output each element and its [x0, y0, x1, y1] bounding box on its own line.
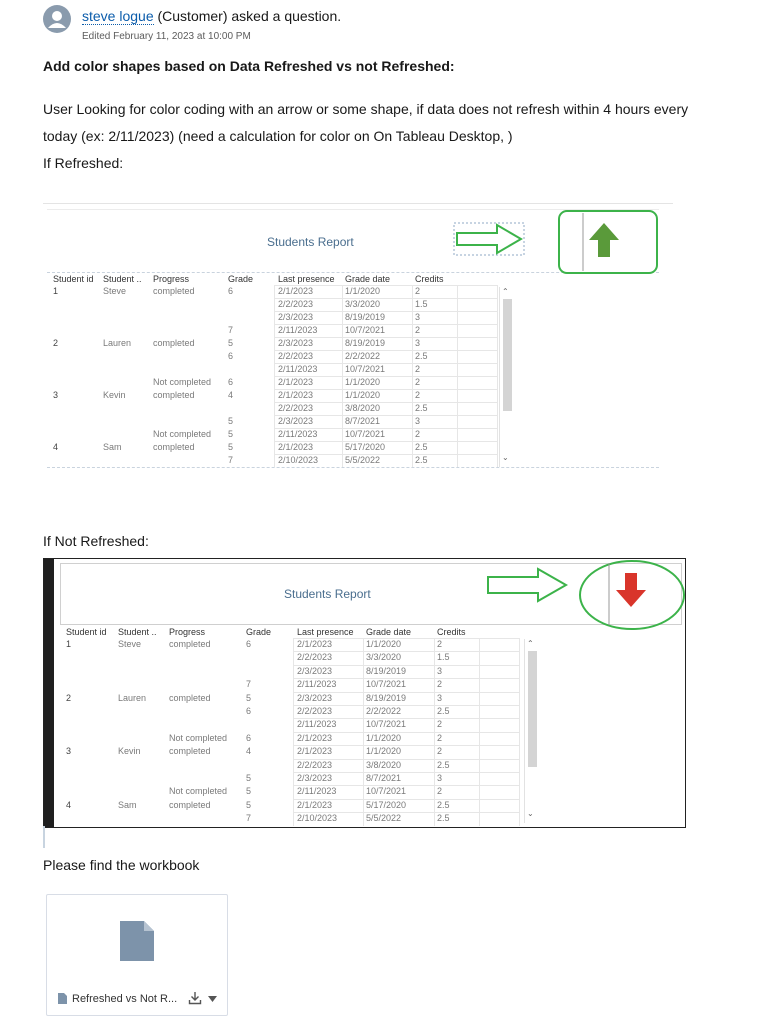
column-header[interactable]: Student id	[66, 627, 107, 637]
table-cell: 3	[66, 746, 72, 757]
chevron-down-icon[interactable]	[207, 995, 218, 1003]
table-cell: 2	[415, 390, 421, 400]
table-cell: 1/1/2020	[345, 286, 381, 296]
table-cell: 5	[246, 692, 252, 703]
table-cell: 2	[53, 338, 59, 348]
table-cell: completed	[153, 338, 195, 348]
table-cell: 2/1/2023	[297, 799, 333, 810]
table-cell: 2/3/2023	[278, 338, 314, 348]
table-cell: 2/1/2023	[278, 390, 314, 400]
author-suffix: (Customer) asked a question.	[153, 8, 342, 24]
table-cell: 2.5	[437, 799, 450, 810]
table-cell: 10/7/2021	[345, 325, 386, 335]
table-cell: 2	[415, 429, 421, 439]
table-cell: 8/7/2021	[345, 416, 381, 426]
body-line-1: User Looking for color coding with an arrow or some shape, if data does not refresh within 4 hours every	[43, 101, 689, 117]
table-cell: Steve	[118, 639, 142, 649]
table-cell: 8/19/2019	[345, 338, 386, 348]
table-cell: 3	[437, 773, 443, 783]
table-cell: 2/2/2023	[278, 403, 314, 413]
table-cell: 2	[437, 719, 443, 730]
table-cell: 1/1/2020	[345, 377, 381, 387]
table-cell: 2/3/2023	[297, 692, 333, 703]
table-cell: 2/2/2023	[297, 759, 333, 770]
table-cell: 2/2/2023	[278, 351, 314, 361]
author-line	[82, 8, 341, 24]
table-cell: 2/1/2023	[278, 286, 314, 296]
column-header[interactable]: Last presence	[297, 627, 354, 637]
table-cell: 6	[246, 706, 252, 716]
table-cell: Sam	[103, 442, 122, 452]
table-cell: 6	[228, 286, 234, 296]
column-header[interactable]: Progress	[169, 627, 206, 637]
table-cell: 2.5	[437, 706, 450, 716]
if-refreshed-label: If Refreshed:	[43, 155, 124, 171]
table-cell: 2/11/2023	[297, 679, 337, 690]
table-cell: 2/1/2023	[297, 639, 333, 649]
table-cell: 3	[437, 665, 443, 676]
table-cell: 2/2/2022	[345, 351, 381, 361]
outline-arrow-icon	[486, 567, 570, 603]
table-cell: 4	[66, 799, 72, 810]
table-cell: 5/17/2020	[366, 799, 407, 810]
table-cell: 1.5	[437, 652, 450, 663]
table-cell: 1.5	[415, 299, 428, 309]
table-cell: 2.5	[415, 403, 428, 413]
table-scrollbar[interactable]	[524, 639, 539, 823]
table-cell: 2	[437, 732, 443, 743]
table-cell: 6	[246, 639, 252, 649]
table-cell: 2/3/2023	[297, 665, 333, 676]
question-body	[43, 96, 743, 177]
refreshed-screenshot	[43, 203, 673, 471]
table-cell: 2/1/2023	[297, 746, 333, 757]
table-cell: 3/3/2020	[345, 299, 381, 309]
table-cell: 8/7/2021	[366, 773, 402, 783]
table-cell: 5/17/2020	[345, 442, 386, 452]
table-cell: 2.5	[415, 455, 428, 465]
table-cell: Not completed	[169, 732, 228, 743]
table-cell: 5	[228, 338, 234, 348]
table-cell: 2	[415, 286, 421, 296]
table-cell: 2/11/2023	[278, 325, 318, 335]
table-cell: completed	[169, 692, 211, 703]
table-cell: 2/10/2023	[278, 455, 319, 465]
file-icon	[118, 919, 156, 963]
table-cell: 10/7/2021	[366, 679, 407, 690]
green-up-arrow-icon	[587, 221, 621, 259]
table-cell: 1/1/2020	[366, 746, 402, 757]
table-cell: 2/1/2023	[278, 442, 314, 452]
table-cell: 4	[228, 390, 234, 400]
table-cell: 10/7/2021	[366, 719, 407, 730]
column-header[interactable]: Last presence	[278, 274, 335, 284]
table-cell: 2/2/2023	[297, 706, 333, 716]
table-cell: 2	[415, 364, 421, 374]
column-header[interactable]: Grade	[246, 627, 272, 637]
table-cell: 1	[53, 286, 59, 296]
file-small-icon	[57, 992, 68, 1005]
column-header[interactable]: Grade	[228, 274, 254, 284]
user-icon	[43, 5, 71, 33]
report-title: Students Report	[284, 587, 371, 601]
column-header[interactable]: Credits	[437, 627, 466, 637]
table-cell: 10/7/2021	[345, 364, 386, 374]
table-cell: Not completed	[169, 786, 228, 797]
table-cell: 2/2/2023	[297, 652, 333, 663]
table-cell: Kevin	[103, 390, 126, 400]
report-title: Students Report	[267, 235, 354, 249]
table-cell: completed	[153, 442, 195, 452]
download-icon[interactable]	[188, 991, 202, 1005]
table-cell: 5	[228, 429, 234, 439]
red-down-arrow-icon	[614, 571, 648, 609]
table-cell: 1/1/2020	[345, 390, 381, 400]
column-header[interactable]: Student id	[53, 274, 94, 284]
table-cell: 3	[437, 692, 443, 703]
table-cell: 3	[415, 416, 421, 426]
table-cell: 5/5/2022	[345, 455, 381, 465]
table-cell: 2/2/2022	[366, 706, 402, 716]
table-cell: 8/19/2019	[366, 692, 407, 703]
table-cell: Not completed	[153, 377, 212, 387]
table-cell: 3	[415, 338, 421, 348]
table-cell: completed	[153, 390, 195, 400]
column-header[interactable]: Grade date	[345, 274, 391, 284]
table-cell: 5	[246, 773, 252, 783]
table-cell: Steve	[103, 286, 127, 296]
table-cell: 2.5	[437, 759, 450, 770]
scroll-up-icon[interactable]: ⌃	[527, 639, 534, 648]
table-cell: 2/11/2023	[297, 786, 337, 797]
students-table	[66, 625, 541, 825]
scroll-down-icon[interactable]: ⌄	[527, 809, 534, 818]
table-cell: 7	[228, 325, 234, 335]
table-cell: 2/10/2023	[297, 813, 338, 824]
column-header[interactable]: Credits	[415, 274, 444, 284]
table-cell: 2	[415, 377, 421, 387]
table-cell: completed	[153, 286, 195, 296]
table-cell: 2.5	[437, 813, 450, 824]
table-cell: completed	[169, 639, 211, 649]
table-cell: 6	[246, 732, 252, 743]
table-cell: 3/8/2020	[366, 759, 402, 770]
table-cell: 2	[437, 786, 443, 797]
body-line-2: today (ex: 2/11/2023) (need a calculation for color on On Tableau Desktop, )	[43, 128, 513, 144]
table-cell: 2/2/2023	[278, 299, 314, 309]
table-cell: 5	[246, 786, 252, 797]
table-cell: 8/19/2019	[366, 665, 407, 676]
table-cell: completed	[169, 746, 211, 757]
question-title: Add color shapes based on Data Refreshed vs not Refreshed:	[43, 58, 455, 74]
table-cell: 7	[228, 455, 234, 465]
scroll-down-icon[interactable]: ⌄	[502, 453, 509, 462]
column-header[interactable]: Progress	[153, 274, 190, 284]
table-cell: Kevin	[118, 746, 141, 757]
table-cell: 2/3/2023	[278, 416, 314, 426]
table-cell: 5	[246, 799, 252, 810]
author-link[interactable]: steve logue	[82, 8, 154, 24]
table-cell: 2.5	[415, 442, 428, 452]
find-workbook-text: Please find the workbook	[43, 857, 200, 873]
table-cell: 2/1/2023	[278, 377, 314, 387]
table-cell: 10/7/2021	[366, 786, 407, 797]
column-header[interactable]: Grade date	[366, 627, 412, 637]
edited-timestamp: Edited February 11, 2023 at 10:00 PM	[82, 31, 251, 42]
table-cell: Sam	[118, 799, 137, 810]
table-cell: 2/1/2023	[297, 732, 333, 743]
table-cell: 4	[53, 442, 59, 452]
attachment-card[interactable]	[46, 894, 228, 1016]
table-cell: 2/11/2023	[278, 429, 318, 439]
if-not-refreshed-label: If Not Refreshed:	[43, 533, 149, 549]
table-cell: 6	[228, 351, 234, 361]
table-cell: 2.5	[415, 351, 428, 361]
table-cell: 6	[228, 377, 234, 387]
table-cell: 5	[228, 416, 234, 426]
table-cell: completed	[169, 799, 211, 810]
table-cell: 1	[66, 639, 72, 649]
table-cell: Not completed	[153, 429, 212, 439]
table-cell: 3	[415, 312, 421, 322]
table-cell: 4	[246, 746, 252, 757]
table-cell: 2/3/2023	[278, 312, 314, 322]
column-header[interactable]: Student ..	[103, 274, 142, 284]
not-refreshed-screenshot	[43, 558, 686, 828]
table-cell: 5/5/2022	[366, 813, 402, 824]
table-cell: 2/11/2023	[278, 364, 318, 374]
table-cell: 7	[246, 679, 252, 690]
outline-arrow-icon	[451, 219, 527, 259]
attachment-name[interactable]: Refreshed vs Not R...	[72, 993, 178, 1005]
column-header[interactable]: Student ..	[118, 627, 157, 637]
table-cell: 7	[246, 813, 252, 824]
table-cell: 2	[437, 679, 443, 690]
table-cell: 10/7/2021	[345, 429, 386, 439]
table-cell: 2	[66, 692, 72, 703]
table-cell: 2	[415, 325, 421, 335]
table-cell: 1/1/2020	[366, 639, 402, 649]
table-cell: 5	[228, 442, 234, 452]
students-table	[53, 273, 513, 469]
table-cell: 1/1/2020	[366, 732, 402, 743]
table-cell: Lauren	[103, 338, 132, 348]
scroll-up-icon[interactable]: ⌃	[502, 287, 509, 296]
table-cell: 3/3/2020	[366, 652, 402, 663]
table-scrollbar[interactable]	[499, 287, 514, 467]
table-cell: 2/3/2023	[297, 773, 333, 783]
table-cell: 3	[53, 390, 59, 400]
table-cell: 2/11/2023	[297, 719, 337, 730]
table-cell: 2	[437, 639, 443, 649]
table-cell: 8/19/2019	[345, 312, 386, 322]
table-cell: 2	[437, 746, 443, 757]
avatar[interactable]	[43, 5, 71, 33]
table-cell: 3/8/2020	[345, 403, 381, 413]
table-cell: Lauren	[118, 692, 147, 703]
